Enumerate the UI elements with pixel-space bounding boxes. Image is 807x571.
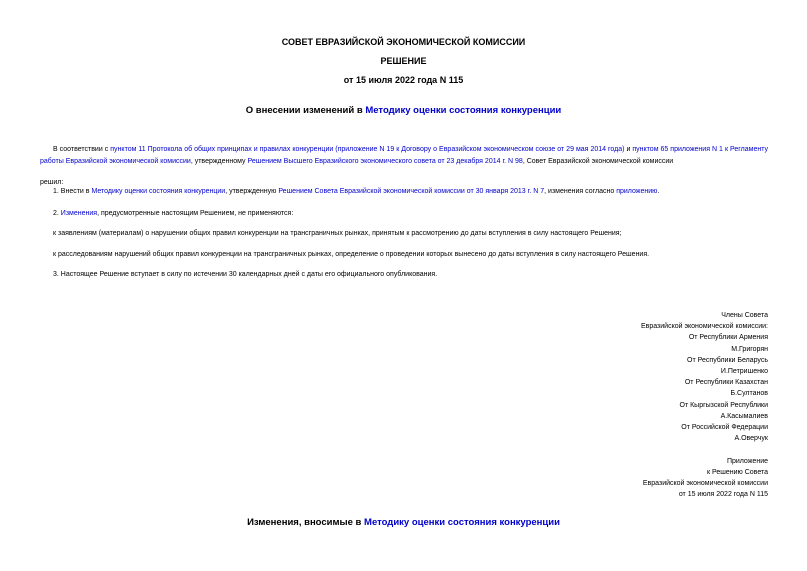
changes-link[interactable]: Изменения	[60, 210, 98, 217]
item-2	[53, 208, 768, 220]
signature-line: От Республики Армения	[688, 334, 768, 342]
signature-line: Б.Султанов	[730, 390, 768, 398]
signature-line: А.Касымалиев	[720, 412, 768, 420]
resolved-label: решил:	[40, 179, 64, 186]
signature-line: Члены Совета	[721, 312, 768, 319]
signature-line: От Республики Беларусь	[687, 356, 768, 364]
regulation-link[interactable]: пунктом 65 приложения N 1 к Регламенту работы Евразийской экономической комиссии	[40, 146, 768, 165]
preamble-paragraph	[40, 144, 768, 168]
appendix-header-block	[643, 456, 768, 500]
item-1-methodology-link[interactable]: Методику оценки состояния конкуренции	[91, 188, 226, 195]
item-3: 3. Настоящее Решение вступает в силу по истечении 30 календарных дней с даты его официального опубликования.	[53, 271, 438, 278]
signature-line: От Российской Федерации	[681, 424, 768, 432]
preamble-text-2: и	[624, 146, 633, 153]
appendix-title	[0, 517, 807, 528]
council-decision-link[interactable]: Решением Совета Евразийской экономической комиссии от 30 января 2013 г. N 7	[278, 188, 545, 195]
document-title-prefix: О внесении изменений в	[245, 105, 366, 116]
item-2-subpoint-a: к заявлениям (материалам) о нарушении общих правил конкуренции на трансграничных рынках, принятым к рассмотрению до даты вступления в силу настоящего Решения;	[53, 230, 622, 237]
appendix-title-prefix: Изменения, вносимые в	[247, 517, 365, 528]
signature-line: А.Оверчук	[734, 435, 768, 443]
document-date-number: от 15 июля 2022 года N 115	[343, 75, 464, 85]
item-1	[53, 186, 768, 198]
signature-line: И.Петришенко	[720, 368, 768, 376]
supreme-council-decision-link[interactable]: Решением Высшего Евразийского экономического совета от 23 декабря 2014 г. N 98	[247, 158, 523, 165]
signature-line: М.Григорян	[731, 345, 768, 353]
item-2-number: 2.	[53, 210, 61, 217]
signature-line: Евразийской экономической комиссии:	[640, 323, 768, 331]
appendix-line: к Решению Совета	[706, 469, 768, 476]
item-1-text-1: 1. Внести в	[53, 188, 92, 195]
preamble-text-3: , утвержденному	[190, 158, 248, 165]
appendix-link[interactable]: приложению	[616, 188, 658, 195]
item-2-subpoint-b: к расследованиям нарушений общих правил конкуренции на трансграничных рынках, определение о проведении которых вынесено до даты вступления в силу настоящего Решения.	[53, 251, 650, 258]
preamble-text-1: В соответствии с	[53, 146, 111, 153]
document-type-heading: РЕШЕНИЕ	[380, 56, 427, 66]
signatures-block	[641, 310, 768, 444]
signature-line: От Республики Казахстан	[684, 379, 768, 387]
appendix-methodology-link[interactable]: Методику оценки состояния конкуренции	[364, 517, 560, 528]
signature-line: От Кыргызской Республики	[679, 401, 768, 409]
appendix-line: от 15 июля 2022 года N 115	[678, 491, 768, 498]
protocol-link[interactable]: пунктом 11 Протокола об общих принципах и правилах конкуренции (приложение N 19 к Договору о Евразийском экономическом союзе от 29 мая 2014 года)	[110, 146, 625, 153]
item-1-text-2: , утвержденную	[225, 188, 279, 195]
methodology-link[interactable]: Методику оценки состояния конкуренции	[365, 105, 562, 116]
item-1-text-4: .	[657, 188, 660, 195]
item-1-text-3: , изменения согласно	[544, 188, 617, 195]
document-title	[0, 105, 807, 116]
preamble-text-4: , Совет Евразийской экономической комиссии	[522, 158, 674, 165]
appendix-line: Приложение	[726, 458, 768, 465]
item-2-text: , предусмотренные настоящим Решением, не применяются:	[97, 210, 294, 217]
appendix-line: Евразийской экономической комиссии	[642, 480, 768, 487]
council-heading: СОВЕТ ЕВРАЗИЙСКОЙ ЭКОНОМИЧЕСКОЙ КОМИССИИ	[281, 37, 526, 47]
